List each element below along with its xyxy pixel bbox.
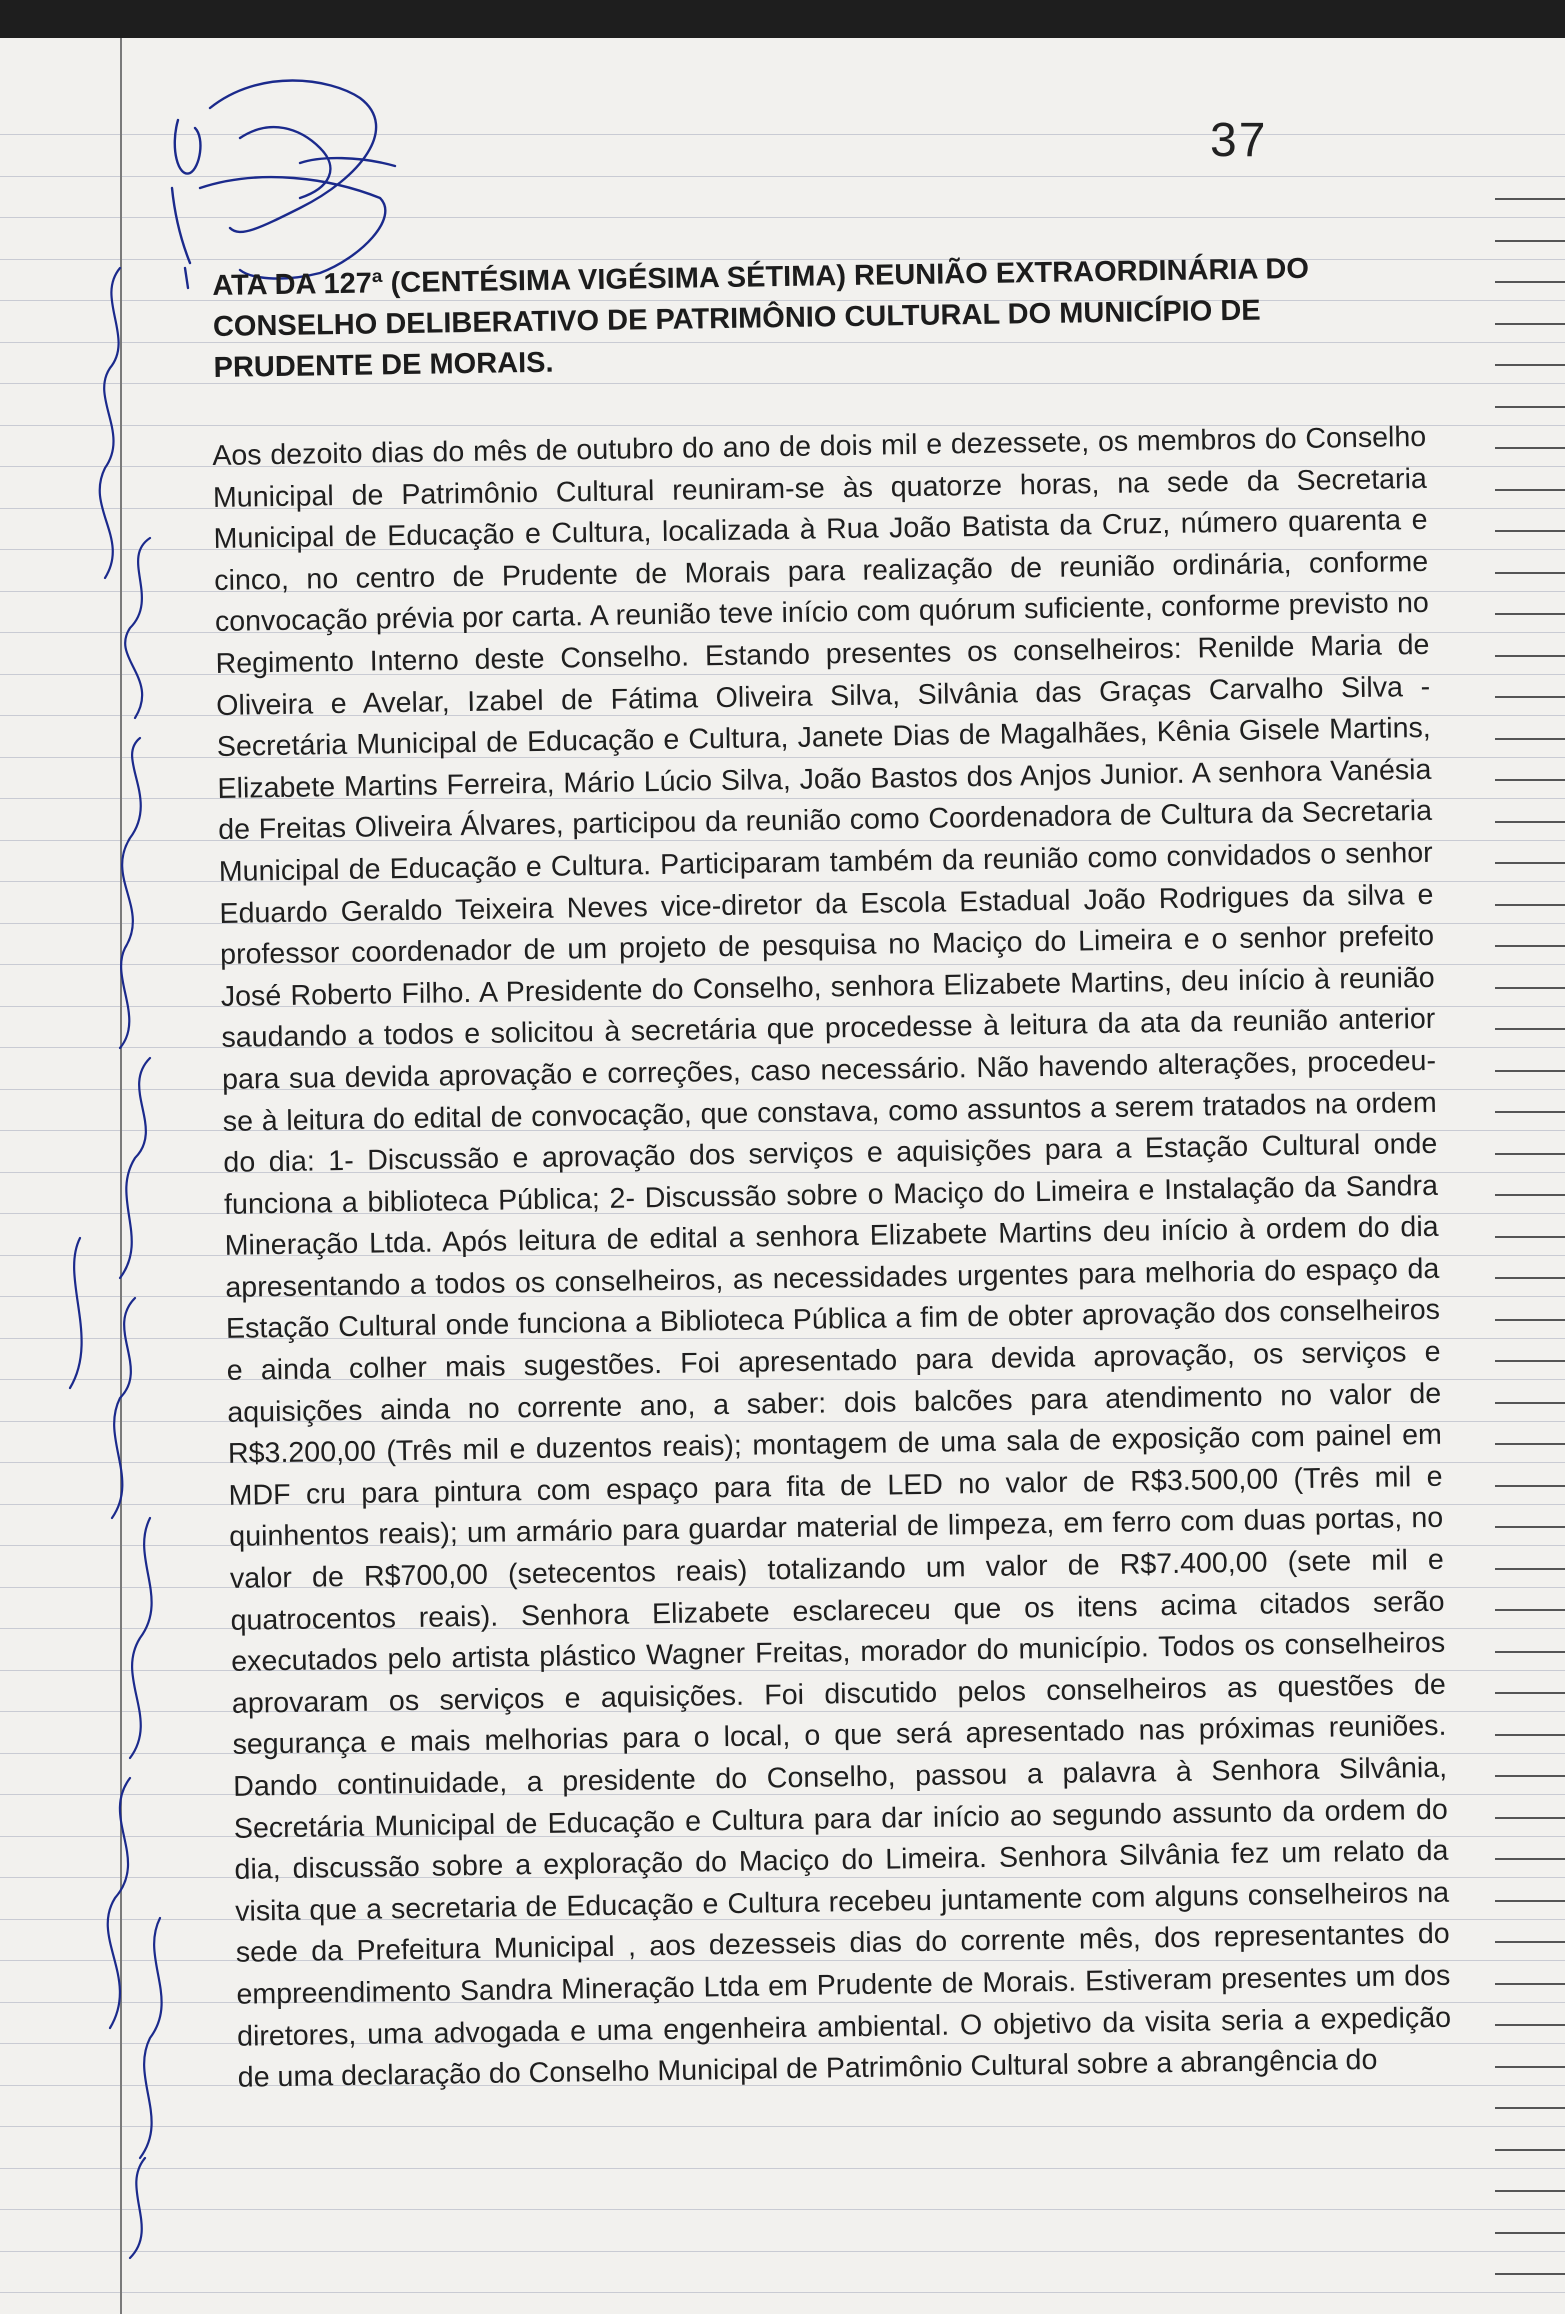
document-body-text: Aos dezoito dias do mês de outubro do ano de dois mil e dezessete, os membros do Conselho Municipal de Patrimônio Cultural reuniram-se às quatorze horas, na sede da Secretaria Municipal de Educação e Cultura, localizada à Rua João Batista da Cruz, número quarenta e cinco, no centro de Prudente de Morais para realização de reunião ordinária, conforme convocação prévia por carta. A reunião teve início com quórum suficiente, conforme previsto no Regimento Interno deste Conselho. Estando presentes os conselheiros: Renilde Maria de Oliveira e Avelar, Izabel de Fátima Oliveira Silva, Silvânia das Graças Carvalho Silva - Secretária Municipal de Educação e Cultura, Janete Dias de Magalhães, Kênia Gisele Martins, Elizabete Martins Ferreira, Mário Lúcio Silva, João Bastos dos Anjos Junior. A senhora Vanésia de Freitas Oliveira Álvares, participou da reunião como Coordenadora de Cultura da Secretaria Municipal de Educação e Cultura. Participaram também da reunião como convidados o senhor Eduardo Geraldo Teixeira Neves vice-diretor da Escola Estadual João Rodrigues da silva e professor coordenador de um projeto de pesquisa no Maciço do Limeira e o senhor prefeito José Roberto Filho. A Presidente do Conselho, senhora Elizabete Martins, deu início à reunião saudando a todos e solicitou à secretária que procedesse à leitura da ata da reunião anterior para sua devida aprovação e correções, caso necessário. Não havendo alterações, procedeu-se à leitura do edital de convocação, que constava, como assuntos a serem tratados na ordem do dia: 1- Discussão e aprovação dos serviços e aquisições para a Estação Cultural onde funciona a biblioteca Pública; 2- Discussão sobre o Maciço do Limeira e Instalação da Sandra Mineração Ltda. Após leitura de edital a senhora Elizabete Martins deu início à ordem do dia apresentando a todos os conselheiros, as necessidades urgentes para melhoria do espaço da Estação Cultural onde funciona a Biblioteca Pública a fim de obter aprovação dos conselheiros e ainda colher mais sugestões. Foi apresentado para devida aprovação, os serviços e aquisições ainda no corrente ano, a saber: dois balcões para atendimento no valor de R$3.200,00 (Três mil e duzentos reais); montagem de uma sala de exposição com painel em MDF cru para pintura com espaço para fita de LED no valor de R$3.500,00 (Três mil e quinhentos reais); um armário para guardar material de limpeza, em ferro com duas portas, no valor de R$700,00 (setecentos reais) totalizando um valor de R$7.400,00 (sete mil e quatrocentos reais). Senhora Elizabete esclareceu que os itens acima citados serão executados pelo artista plástico Wagner Freitas, morador do município. Todos os conselheiros aprovaram os serviços e aquisições. Foi discutido pelos conselheiros as questões de segurança e mais melhorias para o local, o que será apresentado nas próximas reuniões. Dando continuidade, a presidente do Conselho, passou a palavra à Senhora Silvânia, Secretária Municipal de Educação e Cultura para dar início ao segundo assunto da ordem do dia, discussão sobre a exploração do Maciço do Limeira. Senhora Silvânia fez um relato da visita que a secretaria de Educação e Cultura recebeu juntamente com alguns conselheiros na sede da Prefeitura Municipal , aos dezesseis dias do corrente mês, dos representantes do empreendimento Sandra Mineração Ltda em Prudente de Morais. Estiveram presentes um dos diretores, uma advogada e uma engenheira ambiental. O objetivo da visita seria a expedição de uma declaração do Conselho Municipal de Patrimônio Cultural sobre a abrangência do xyxy=(212,420,1452,2094)
ruling-tick xyxy=(1495,447,1565,449)
ruling-tick xyxy=(1495,1900,1565,1902)
ruled-line xyxy=(0,2292,1565,2293)
ruling-tick xyxy=(1495,2190,1565,2192)
ruling-tick xyxy=(1495,406,1565,408)
ruling-tick xyxy=(1495,1277,1565,1279)
ruling-tick xyxy=(1495,1153,1565,1155)
ruling-tick xyxy=(1495,1443,1565,1445)
ruled-line xyxy=(0,2168,1565,2169)
ruling-tick xyxy=(1495,2273,1565,2275)
ruling-tick xyxy=(1495,1609,1565,1611)
ruling-tick xyxy=(1495,904,1565,906)
ruled-line xyxy=(0,2126,1565,2127)
ruling-tick xyxy=(1495,489,1565,491)
ruling-tick xyxy=(1495,240,1565,242)
document-page xyxy=(0,38,1565,2314)
ruling-tick xyxy=(1495,2232,1565,2234)
ruling-tick xyxy=(1495,1817,1565,1819)
ruling-tick xyxy=(1495,1858,1565,1860)
ruling-tick xyxy=(1495,1941,1565,1943)
ruling-tick xyxy=(1495,1651,1565,1653)
ruling-tick xyxy=(1495,1526,1565,1528)
document-title: ATA DA 127ª (CENTÉSIMA VIGÉSIMA SÉTIMA) REUNIÃO EXTRAORDINÁRIA DO CONSELHO DELIBERATIVO DE PATRIMÔNIO CULTURAL DO MUNICÍPIO DE PRUDENTE DE MORAIS. xyxy=(212,252,1310,384)
right-edge-ruling-ticks xyxy=(1475,38,1565,2314)
ruling-tick xyxy=(1495,2107,1565,2109)
ruling-tick xyxy=(1495,655,1565,657)
ruling-tick xyxy=(1495,572,1565,574)
ruling-tick xyxy=(1495,198,1565,200)
scanner-top-band xyxy=(0,0,1565,40)
page-number: 37 xyxy=(1210,114,1268,167)
ruling-tick xyxy=(1495,530,1565,532)
ruling-tick xyxy=(1495,1983,1565,1985)
ruling-tick xyxy=(1495,613,1565,615)
ruling-tick xyxy=(1495,1319,1565,1321)
ruling-tick xyxy=(1495,2066,1565,2068)
ruling-tick xyxy=(1495,2024,1565,2026)
ruling-tick xyxy=(1495,1111,1565,1113)
ruling-tick xyxy=(1495,779,1565,781)
ruling-tick xyxy=(1495,862,1565,864)
ruling-tick xyxy=(1495,1194,1565,1196)
ruling-tick xyxy=(1495,1402,1565,1404)
ruling-tick xyxy=(1495,738,1565,740)
ruled-line xyxy=(0,2251,1565,2252)
ruling-tick xyxy=(1495,945,1565,947)
margin-signatures xyxy=(0,38,220,2314)
ruling-tick xyxy=(1495,1485,1565,1487)
ruling-tick xyxy=(1495,696,1565,698)
ruling-tick xyxy=(1495,1070,1565,1072)
ruling-tick xyxy=(1495,281,1565,283)
ruling-tick xyxy=(1495,364,1565,366)
ruling-tick xyxy=(1495,1734,1565,1736)
ruling-tick xyxy=(1495,323,1565,325)
ruled-line xyxy=(0,2209,1565,2210)
ruling-tick xyxy=(1495,1028,1565,1030)
ruling-tick xyxy=(1495,1236,1565,1238)
ruling-tick xyxy=(1495,1568,1565,1570)
ruling-tick xyxy=(1495,2149,1565,2151)
ruling-tick xyxy=(1495,1692,1565,1694)
ruling-tick xyxy=(1495,987,1565,989)
ruling-tick xyxy=(1495,1775,1565,1777)
ruling-tick xyxy=(1495,1360,1565,1362)
ruling-tick xyxy=(1495,821,1565,823)
